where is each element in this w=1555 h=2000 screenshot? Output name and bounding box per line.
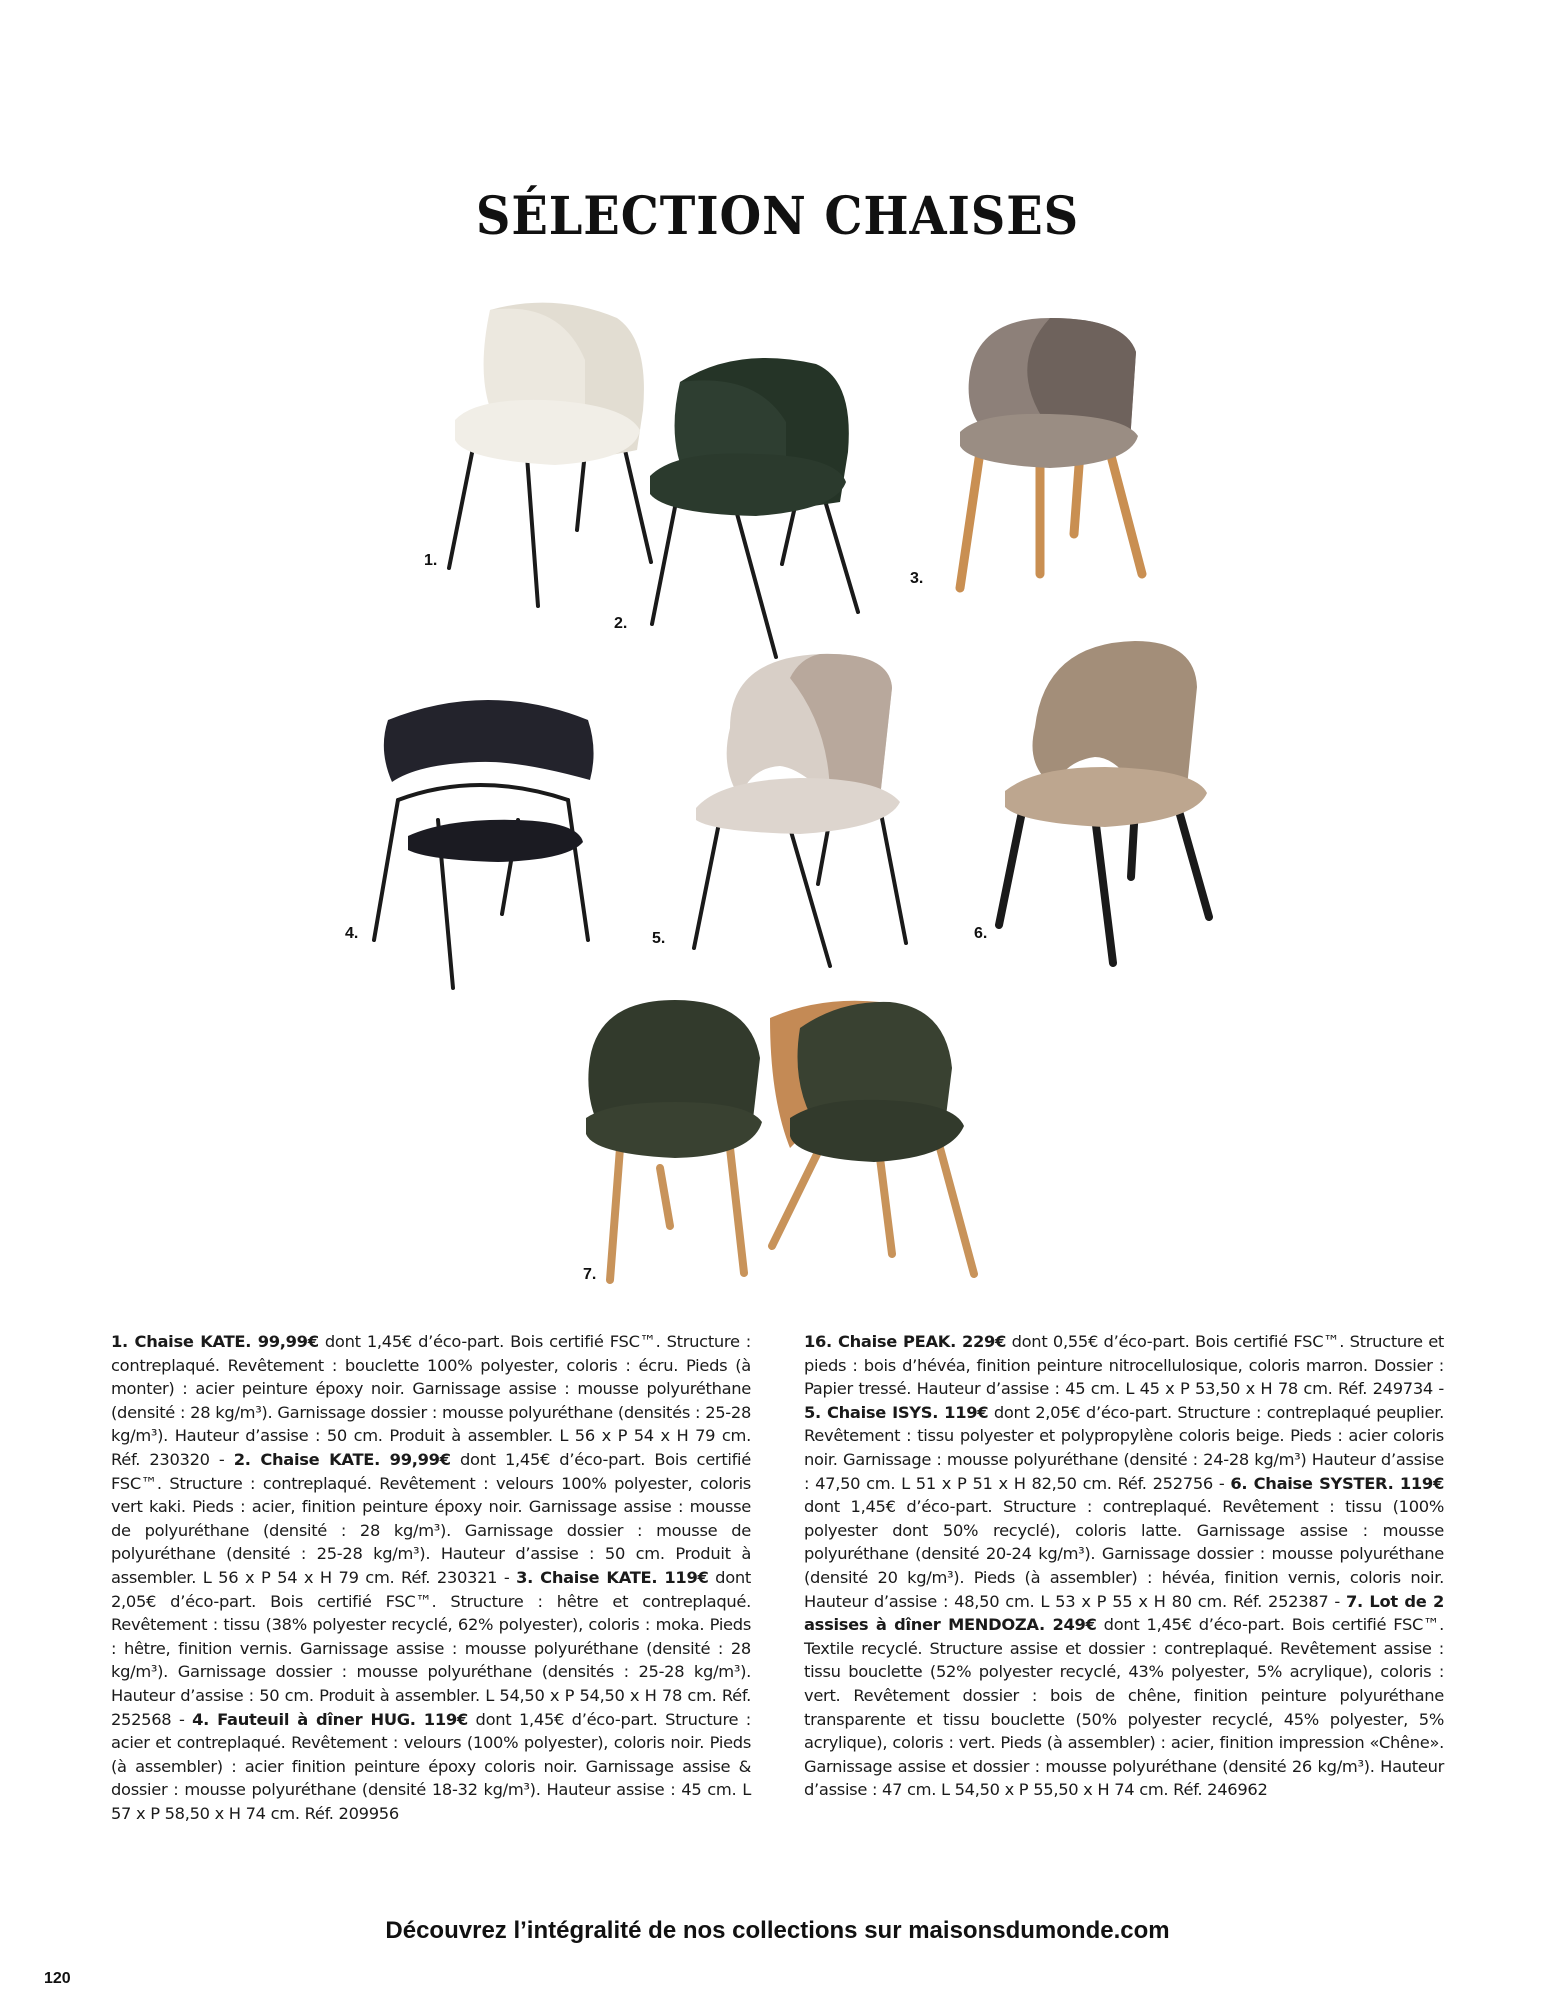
- chair-4-number: 4.: [345, 925, 359, 942]
- product-2-details: dont 1,45€ d’éco-part. Bois certifié FSC™. Structure : contreplaqué. Revêtement : velours 100% polyester, coloris vert kaki. Pieds : acier, finition peinture époxy noir. Garnissage assise : mousse de polyuréthane (densité : 28 kg/m³). Garnissage dossier : mousse de polyuréthane (densité : 25-28 kg/m³). Hauteur d’assise : 50 cm. Produit à assembler. L 56 x P 54 x H 79 cm. Réf. 230321 -: [111, 1449, 751, 1587]
- chair-2-image: [636, 352, 876, 662]
- product-4-details: dont 1,45€ d’éco-part. Structure : acier et contreplaqué. Revêtement : velours (100% polyester), coloris noir. Pieds (à assembler) : acier finition peinture époxy coloris noir. Garnissage assise & dossier : mousse polyuréthane (densité 18-32 kg/m³). Hauteur assise : 45 cm. L 57 x P 58,50 x H 74 cm. Réf. 209956: [111, 1709, 751, 1823]
- product-4-name-price: 4. Fauteuil à dîner HUG. 119€: [192, 1709, 468, 1729]
- product-16-name-price: 16. Chaise PEAK. 229€: [804, 1332, 1007, 1351]
- chair-3-number: 3.: [910, 570, 924, 587]
- description-column-right: [804, 1330, 1444, 1802]
- chair-7-image: [580, 998, 980, 1290]
- chair-5-image: [680, 648, 920, 968]
- product-7-name-price: 7. Lot de 2 assises à dîner MENDOZA. 249€: [804, 1591, 1444, 1635]
- chair-1-number: 1.: [424, 552, 438, 569]
- chair-4-image: [368, 690, 608, 990]
- chair-6-number: 6.: [974, 925, 988, 942]
- product-3-name-price: 3. Chaise KATE. 119€: [516, 1567, 709, 1587]
- page-title: SÉLECTION CHAISES: [475, 186, 1080, 247]
- product-7-details: dont 1,45€ d’éco-part. Bois certifié FSC™. Textile recyclé. Structure assise et dossier : contreplaqué. Revêtement assise : tissu bouclette (52% polyester recyclé, 43% polyester, 5% acrylique), coloris : vert. Revêtement dossier : bois de chêne, finition peinture polyuréthane transparente et tissu bouclette (50% polyester recyclé, 45% polyester, 5% acrylique), coloris : vert. Pieds (à assembler) : acier, finition impression «Chêne». Garnissage assise et dossier : mousse polyuréthane (densité 26 kg/m³). Hauteur d’assise : 47 cm. L 54,50 x P 55,50 x H 74 cm. Réf. 246962: [804, 1615, 1444, 1800]
- product-5-details: dont 2,05€ d’éco-part. Structure : contreplaqué peuplier. Revêtement : tissu polyester et polypropylène coloris beige. Pieds : acier coloris noir. Garnissage : mousse polyuréthane (densité : 24-28 kg/m³) Hauteur d’assise : 47,50 cm. L 51 x P 51 x H 82,50 cm. Réf. 252756 -: [804, 1402, 1444, 1493]
- product-5-name-price: 5. Chaise ISYS. 119€: [804, 1402, 989, 1422]
- product-16-details: dont 0,55€ d’éco-part. Bois certifié FSC™. Structure et pieds : bois d’hévéa, finition peinture nitrocellulosique, coloris marron. Dossier : Papier tressé. Hauteur d’assise : 45 cm. L 45 x P 53,50 x H 78 cm. Réf. 249734 -: [804, 1332, 1444, 1399]
- chair-1-image: [435, 300, 665, 610]
- page-number: 120: [44, 1970, 71, 1987]
- description-column-left: [111, 1330, 751, 1825]
- chair-2-number: 2.: [614, 615, 628, 632]
- product-1-details: dont 1,45€ d’éco-part. Bois certifié FSC™. Structure : contreplaqué. Revêtement : bouclette 100% polyester, coloris : écru. Pieds (à monter) : acier peinture époxy noir. Garnissage assise : mousse polyuréthane (densité : 28 kg/m³). Garnissage dossier : mousse polyuréthane (densités : 25-28 kg/m³). Hauteur d’assise : 50 cm. Produit à assembler. L 56 x P 54 x H 79 cm. Réf. 230320 -: [111, 1332, 751, 1469]
- chair-3-image: [940, 312, 1160, 597]
- chair-6-image: [995, 637, 1225, 967]
- product-1-name-price: 1. Chaise KATE. 99,99€: [111, 1332, 319, 1351]
- chair-7-number: 7.: [583, 1266, 597, 1283]
- footer-website-link[interactable]: Découvrez l’intégralité de nos collections sur maisonsdumonde.com: [385, 1917, 1170, 1944]
- product-6-name-price: 6. Chaise SYSTER. 119€: [1230, 1473, 1444, 1493]
- product-6-details: dont 1,45€ d’éco-part. Structure : contreplaqué. Revêtement : tissu (100% polyester dont 50% recyclé), coloris latte. Garnissage assise : mousse polyuréthane (densité 20-24 kg/m³). Garnissage dossier : mousse polyuréthane (densité 20 kg/m³). Pieds (à assembler) : hévéa, finition vernis, coloris noir. Hauteur d’assise : 48,50 cm. L 53 x P 55 x H 80 cm. Réf. 252387 -: [804, 1497, 1444, 1611]
- product-3-details: dont 2,05€ d’éco-part. Bois certifié FSC™. Structure : hêtre et contreplaqué. Revêtement : tissu (38% polyester recyclé, 62% polyester), coloris : moka. Pieds : hêtre, finition vernis. Garnissage assise : mousse polyuréthane (densité : 28 kg/m³). Garnissage dossier : mousse polyuréthane (densités : 25-28 kg/m³). Hauteur d’assise : 50 cm. Produit à assembler. L 54,50 x P 54,50 x H 78 cm. Réf. 252568 -: [111, 1567, 751, 1729]
- product-2-name-price: 2. Chaise KATE. 99,99€: [233, 1449, 451, 1469]
- chair-5-number: 5.: [652, 930, 666, 947]
